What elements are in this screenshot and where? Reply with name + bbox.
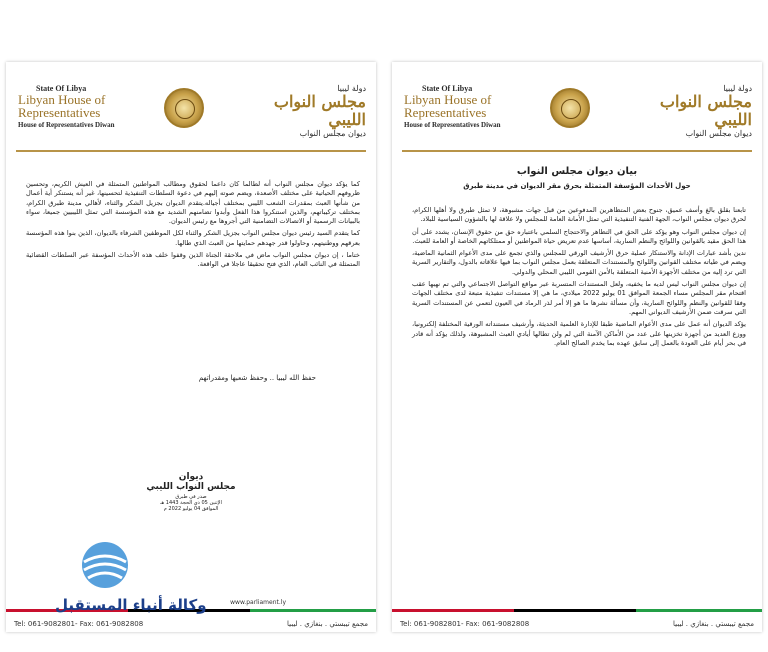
page-footer — [392, 594, 762, 632]
footer-address: مجمع تيبستي . بنغازي . ليبيا — [672, 620, 754, 628]
house-name-line2: Representatives — [404, 105, 487, 120]
header-divider — [16, 150, 366, 152]
statement-body — [26, 180, 360, 273]
document-page-right — [392, 62, 762, 632]
paragraph: يؤكد الديوان أنه عمل على مدى الأعوام الماضية طبقا للإدارة العلمية الحديثة، وأرشيف مستنداته الورقية المختلفة إلكترونيا، ووزع العديد من أجهزة تخزينها على عدد من الأماكن الآمنة التي لم ولن تطالها أيادي العبث المشبوهة، ولذلك يؤكد أنه قادر في بحر أيام على العودة بالعمل إلى سابق عهده بما يخدم الصالح العام. — [412, 320, 746, 347]
parliament-seal-icon — [550, 88, 590, 128]
paragraph: ختاما ، إن ديوان مجلس النواب ماض في ملاحقة الجناة الذين وقفوا خلف هذه الأحداث المؤسفة عبر السلطات القضائية المتمثلة في النائب العام، الذي فتح تحقيقا عاجلا في الواقعة. — [26, 251, 360, 269]
diwan-label-ar: ديوان مجلس النواب — [299, 129, 366, 138]
footer-url: www.parliament.ly — [230, 599, 286, 606]
document-page-left — [6, 62, 376, 632]
footer-address: مجمع تيبستي . بنغازي . ليبيا — [286, 620, 368, 628]
signature-block — [6, 472, 376, 512]
gregorian-date: الموافق 04 يوليو 2022 م — [163, 506, 219, 512]
paragraph: كما يؤكد ديوان مجلس النواب أنه لطالما كان داعما لحقوق ومطالب المواطنين المتمثلة في العيش الكريم، وتحسين ظروفهم الحياتية على مختلف الأصعدة، ويضم صوته إليهم في دعوة السلطات التنفيذية لتحسينها، غير أنه يستنكر أية أعمال من شأنها العبث بمقدرات الشعب الليبي بمختلف أجياله.يتقدم الديوان بجزيل الشكر والثناء، لأهالي مدينة طبرق الكرام، بمختلف تركيباتهم، والذين استنكروا هذا الفعل وأبدوا تضامنهم الشديد مع هذه المؤسسة التي تمثل الليبيين جميعا، سواء بالبيانات الرسمية أو الاتصالات التضامنية التي أجروها مع رئيس الديوان. — [26, 180, 360, 226]
letterhead — [392, 84, 762, 144]
news-agency-watermark: وكالة أنباء المستقبل — [55, 596, 207, 614]
diwan-label-ar: ديوان مجلس النواب — [685, 129, 752, 138]
state-label-ar: دولة ليبيا — [723, 84, 752, 93]
house-name-ar: مجلس النواب الليبي — [273, 92, 366, 129]
paragraph: تابعنا بقلق بالغ وأسف عميق، جنوح بعض المتظاهرين المدفوعين من قبل جهات مشبوهة، لا تمثل طبرق ولا أهلها الكرام، لحرق ديوان مجلس النواب، الجهة الفنية التنفيذية التي تمثل الأمانة العامة للمجلس ولا علاقة لها بالشؤون السياسية للبلاد. — [412, 206, 746, 224]
paragraph: إن ديوان مجلس النواب وهو يؤكد على الحق في التظاهر والاحتجاج السلمي باعتباره حق من حقوق الإنسان، يشدد على أن هذا الحق مقيد بالقوانين واللوائح والنظم السارية، أساسها عدم تعريض حياة المواطنين أو ممتلكاتهم الخاصة أو العامة للعبث. — [412, 227, 746, 245]
hijri-date: الإثنين 05 ذي الحجة 1443 هـ — [160, 500, 222, 506]
letterhead-english — [404, 84, 534, 129]
house-name-line1: Libyan House of — [18, 92, 106, 107]
statement-title: بيان ديوان مجلس النواب — [516, 166, 638, 177]
house-name-ar: مجلس النواب الليبي — [659, 92, 752, 129]
footer-phone: Tel: 061-9082801- Fax: 061-9082808 — [400, 620, 530, 628]
state-label: State Of Libya — [36, 84, 87, 93]
parliament-seal-icon — [164, 88, 204, 128]
house-name-line2: Representatives — [18, 105, 101, 120]
diwan-label: House of Representatives Diwan — [18, 121, 115, 129]
statement-body — [412, 206, 746, 351]
paragraph: كما يتقدم السيد رئيس ديوان مجلس النواب بجزيل الشكر والثناء لكل الموظفين الشرفاء بالديوان، الذين بنوا هذه المؤسسة بعرقهم ووطنيتهم، وحاولوا قدر جهدهم حمايتها من العبث الذي طالها. — [26, 229, 360, 247]
closing-line: حفظ الله ليبيا .. وحفظ شعبها ومقدراتهم — [198, 374, 316, 382]
header-divider — [402, 150, 752, 152]
diwan-label: House of Representatives Diwan — [404, 121, 501, 129]
letterhead-arabic — [256, 84, 366, 138]
signature-org: مجلس النواب الليبي — [146, 482, 236, 492]
house-name-line1: Libyan House of — [404, 92, 492, 107]
paragraph: ندين بأشد عبارات الإدانة والاستنكار عملية حرق الأرشيف الورقي للمجلس والذي تجمع على مدى الأعوام الثمانية الماضية، ويضم في طياته مختلف القوانين واللوائح والمستندات المتعلقة بعمل مجلس النواب بما فيها علاقاته بالدول، والتقارير السرية التي ترد إليه من مختلف الأجهزة الأمنية المتعلقة بالأمن القومي الليبي المحلي والدولي. — [412, 249, 746, 276]
footer-phone: Tel: 061-9082801- Fax: 061-9082808 — [14, 620, 144, 628]
letterhead-english — [18, 84, 148, 129]
news-agency-globe-icon — [80, 540, 130, 590]
letterhead — [6, 84, 376, 144]
statement-subtitle: حول الأحداث المؤسفة المتمثلة بحرق مقر الديوان في مدينة طبرق — [463, 182, 691, 190]
letterhead-arabic — [642, 84, 752, 138]
state-label-ar: دولة ليبيا — [337, 84, 366, 93]
flag-stripe — [392, 609, 762, 612]
paragraph: إن ديوان مجلس النواب ليس لديه ما يخفيه، ولعل المستندات المتسربة عبر مواقع التواصل الاجتماعي والتي تم نهبها عقب اقتحام مقر المجلس مساء الجمعة الموافق 01 يوليو 2022 ميلادي، ما هي إلا مستندات تنفيذية متبعة لدى مختلف الجهات وفقا للقوانين والنظم واللوائح السارية، وأن مسألة نشرها ما هو إلا أمر لذر الرماد في العيون لتعمي عن المستندات السرية التي سرقت ضمن الأرشيف الديواني المهم. — [412, 280, 746, 316]
signature-title: ديوان — [178, 472, 204, 482]
state-label: State Of Libya — [422, 84, 473, 93]
issued-place: صدر في طبرق — [175, 494, 207, 500]
